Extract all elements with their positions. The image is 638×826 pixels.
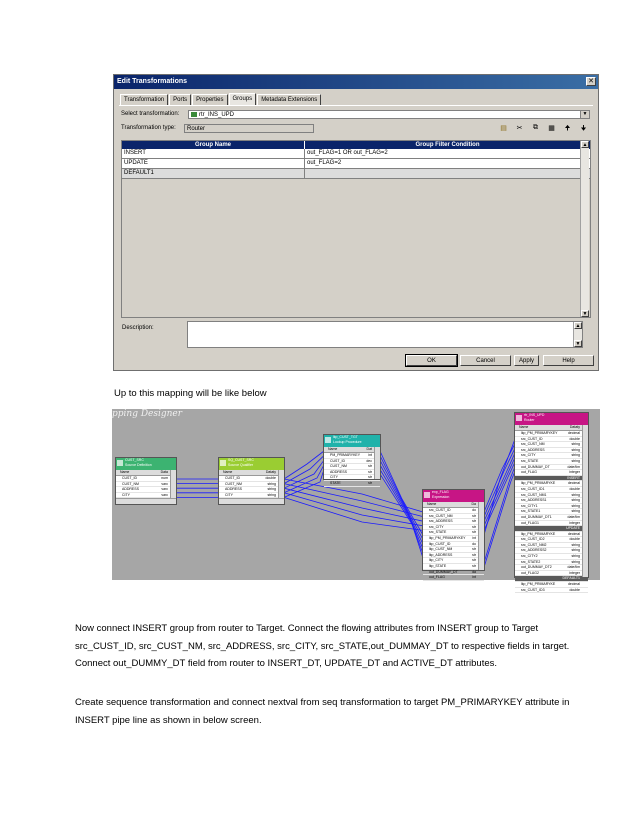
paste-icon[interactable]: ▦ [548, 125, 555, 132]
copy-icon[interactable]: ⧉ [533, 124, 538, 131]
group-toolbar [499, 124, 588, 135]
list-item[interactable]: CITY str [324, 475, 380, 481]
tab-transformation[interactable]: Transformation [120, 94, 168, 105]
list-item[interactable]: lkp_PM_PRIMARYKE decimal [515, 582, 588, 588]
lookup-box[interactable] [323, 434, 381, 485]
list-item[interactable]: lkp_PM_PRIMARYKEY int [423, 536, 484, 542]
list-item[interactable]: src_ADDRESS str [423, 519, 484, 525]
description-scrollbar[interactable] [573, 322, 582, 347]
ok-button[interactable]: OK [406, 355, 457, 366]
list-item[interactable]: lkp_CUST_ID do [423, 542, 484, 548]
group-condition-cell[interactable] [305, 169, 590, 179]
list-item[interactable]: out_FLAG int [423, 575, 484, 581]
transformation-type-label: Transformation type: [121, 125, 176, 131]
qualifier-title: SQ_CUST_SRC [228, 458, 254, 462]
list-item[interactable]: ADDRESS varc [116, 487, 176, 493]
router-group-insert[interactable]: INSERT [515, 476, 588, 482]
instruction-paragraph-1: Now connect INSERT group from router to Target. Connect the flowing attributes from INSERT group to Target src_CUST_ID, src_CUST_NM, src_ADDRESS, src_CITY, src_STATE,out_DUMMAY_DT to respective fields in target. Connect out_DUMMY_DT field from router to INSERT_DT, UPDATE_DT and ACTIVE_DT attributes. [75, 623, 570, 669]
list-item[interactable]: out_DUMMAY_DT da [423, 570, 484, 576]
router-column-header: Name Dataty [515, 425, 588, 431]
table-row[interactable] [122, 169, 590, 179]
designer-title: pping Designer [112, 409, 183, 419]
groups-grid [121, 140, 591, 318]
list-item[interactable]: CUST_NM str [324, 464, 380, 470]
select-transformation-dropdown[interactable] [188, 110, 590, 119]
new-group-icon[interactable]: ▤ [500, 125, 507, 132]
link-line [284, 456, 324, 484]
tab-ports[interactable]: Ports [169, 94, 191, 105]
lookup-subtitle: Lookup Procedure [333, 440, 362, 444]
cancel-button[interactable]: Cancel [460, 355, 511, 366]
close-button[interactable]: ✕ [586, 77, 596, 86]
link-line [380, 451, 423, 535]
chevron-down-icon[interactable]: ▼ [580, 111, 589, 118]
scroll-down-icon[interactable]: ▼ [582, 311, 588, 317]
expression-title: exp_FLAG [432, 490, 449, 494]
list-item[interactable]: ADDRESS str [324, 470, 380, 476]
tab-groups[interactable]: Groups [229, 93, 257, 105]
group-name-header: Group Name [122, 141, 305, 149]
router-group-update[interactable]: UPDATE [515, 526, 588, 532]
list-item[interactable]: out_FLAG1 integer [515, 521, 588, 527]
list-item[interactable]: src_CUST_ID do [423, 508, 484, 514]
list-item[interactable]: out_FLAG integer [515, 470, 588, 476]
list-item[interactable]: src_CUST_NM string [515, 442, 588, 448]
router-icon [191, 112, 197, 117]
qualifier-header[interactable] [219, 458, 284, 470]
source-subtitle: Source Definition [125, 463, 152, 467]
cut-icon[interactable]: ✂ [516, 125, 523, 132]
list-item[interactable]: src_CUST_NM2 string [515, 543, 588, 549]
select-transformation-label: Select transformation: [121, 111, 180, 117]
source-title: CUST_SRC [125, 458, 144, 462]
list-item[interactable]: src_CITY2 string [515, 554, 588, 560]
list-item[interactable]: ADDRESS string [219, 487, 284, 493]
link-line [484, 462, 515, 530]
source-definition-box[interactable] [115, 457, 177, 505]
link-line [484, 453, 515, 521]
list-item[interactable]: src_ADDRESS2 string [515, 548, 588, 554]
table-row[interactable] [122, 149, 590, 159]
group-name-cell[interactable]: UPDATE [122, 159, 305, 169]
list-item[interactable]: src_CUST_ID3 double [515, 588, 588, 594]
list-item[interactable]: CUST_NM string [219, 482, 284, 488]
caption-text: Up to this mapping will be like below [114, 388, 267, 399]
source-header[interactable] [116, 458, 176, 470]
list-item[interactable]: CITY varc [116, 493, 176, 499]
router-subtitle: Router [524, 418, 535, 422]
group-filter-condition-header: Group Filter Condition [415, 142, 480, 148]
source-column-header: Name Data [116, 470, 176, 476]
link-line [284, 488, 423, 521]
lookup-column-header: Name Dat [324, 447, 380, 453]
group-condition-cell[interactable]: out_FLAG=2 [305, 159, 590, 169]
list-item[interactable]: lkp_PM_PRIMARYKEY decimal [515, 431, 588, 437]
list-item[interactable]: out_DUMMAY_DT1 date/tim [515, 515, 588, 521]
router-group-default[interactable]: DEFAULT1 [515, 576, 588, 582]
tab-properties[interactable]: Properties [192, 94, 227, 105]
list-item[interactable]: src_ADDRESS string [515, 448, 588, 454]
tab-strip [120, 94, 322, 105]
description-label: Description: [122, 325, 154, 331]
lookup-header[interactable] [324, 435, 380, 447]
list-item[interactable]: src_CITY string [515, 453, 588, 459]
list-item[interactable]: lkp_CUST_NM str [423, 547, 484, 553]
list-item[interactable]: PM_PRIMARYKEY int [324, 453, 380, 459]
mapping-designer-canvas [112, 409, 600, 592]
list-item[interactable]: lkp_ADDRESS str [423, 553, 484, 559]
scroll-up-icon[interactable]: ▲ [575, 323, 581, 329]
list-item[interactable]: CITY string [219, 493, 284, 499]
expression-icon [424, 492, 430, 498]
grid-header [122, 141, 590, 149]
source-hscrollbar[interactable] [116, 498, 176, 504]
list-item[interactable]: CUST_ID double [219, 476, 284, 482]
list-item[interactable]: src_CITY1 string [515, 504, 588, 510]
router-title: rtr_INS_UPD [524, 413, 545, 417]
list-item[interactable]: CUST_ID dec [324, 459, 380, 465]
expression-subtitle: Expression [432, 495, 450, 499]
link-line [380, 474, 423, 558]
transformation-type-field: Router [184, 124, 314, 133]
list-item[interactable]: src_STATE2 string [515, 560, 588, 566]
expression-column-header: Name Da [423, 502, 484, 508]
list-item[interactable]: src_CITY str [423, 525, 484, 531]
link-line [484, 457, 515, 525]
list-item[interactable]: src_STATE1 string [515, 509, 588, 515]
list-item[interactable]: src_STATE str [423, 530, 484, 536]
list-item[interactable]: out_FLAG2 integer [515, 571, 588, 577]
list-item[interactable]: lkp_CITY str [423, 558, 484, 564]
group-name-cell[interactable]: DEFAULT1 [122, 169, 305, 179]
list-item[interactable]: src_STATE string [515, 459, 588, 465]
select-transformation-value: rtr_INS_UPD [199, 112, 235, 118]
lookup-icon [325, 437, 331, 443]
table-icon [117, 460, 123, 466]
source-qualifier-box[interactable] [218, 457, 285, 505]
edit-transformations-dialog [113, 74, 599, 371]
link-line [284, 451, 324, 479]
router-header[interactable] [515, 413, 588, 425]
list-item[interactable]: lkp_PM_PRIMARYKE decimal [515, 532, 588, 538]
list-item[interactable]: src_CUST_NM str [423, 514, 484, 520]
description-textarea[interactable] [187, 321, 583, 348]
qualifier-column-header: Name Dataty [219, 470, 284, 476]
tab-metadata-extensions[interactable]: Metadata Extensions [257, 94, 321, 105]
lookup-scrollbar[interactable] [374, 447, 380, 479]
list-item[interactable]: CUST_ID num [116, 476, 176, 482]
list-item[interactable]: src_CUST_ID1 double [515, 487, 588, 493]
dialog-title: Edit Transformations [114, 75, 598, 89]
router-scrollbar[interactable] [582, 425, 588, 577]
expression-box[interactable] [422, 489, 485, 580]
tab-divider [119, 105, 593, 106]
list-item[interactable]: src_CUST_ID2 double [515, 537, 588, 543]
group-condition-cell[interactable]: out_FLAG=1 OR out_FLAG=2 [305, 149, 590, 159]
router-icon [516, 415, 522, 421]
qualifier-icon [220, 460, 226, 466]
qualifier-subtitle: Source Qualifier [228, 463, 254, 467]
list-item[interactable]: CUST_NM varc [116, 482, 176, 488]
list-item[interactable]: STATE str [324, 481, 380, 487]
grid-scrollbar[interactable] [580, 141, 589, 317]
scroll-down-icon[interactable]: ▼ [575, 341, 581, 347]
list-item[interactable]: src_CUST_ID double [515, 437, 588, 443]
router-box[interactable] [514, 412, 589, 592]
list-item[interactable]: lkp_STATE str [423, 564, 484, 570]
list-item[interactable]: lkp_PM_PRIMARYKE decimal [515, 481, 588, 487]
instruction-paragraph-2: Create sequence transformation and connect nextval from seq transformation to target PM_PRIMARYKEY attribute in INSERT pipe line as shown in below screen. [75, 697, 570, 726]
lookup-title: lkp_CUST_TGT [333, 435, 358, 439]
move-down-icon[interactable]: 🠋 [580, 125, 587, 132]
expression-header[interactable] [423, 490, 484, 502]
expression-scrollbar[interactable] [478, 502, 484, 570]
group-name-cell[interactable]: INSERT [122, 149, 305, 159]
scroll-up-icon[interactable]: ▲ [582, 142, 588, 148]
move-up-icon[interactable]: 🠉 [564, 125, 571, 132]
list-item[interactable]: out_DUMMAY_DT date/tim [515, 465, 588, 471]
qualifier-hscrollbar[interactable] [219, 498, 284, 504]
list-item[interactable]: out_DUMMAY_DT2 date/tim [515, 565, 588, 571]
help-button[interactable]: Help [543, 355, 594, 366]
list-item[interactable]: src_CUST_NM1 string [515, 493, 588, 499]
table-row[interactable] [122, 159, 590, 169]
apply-button[interactable]: Apply [514, 355, 539, 366]
list-item[interactable]: src_ADDRESS1 string [515, 498, 588, 504]
